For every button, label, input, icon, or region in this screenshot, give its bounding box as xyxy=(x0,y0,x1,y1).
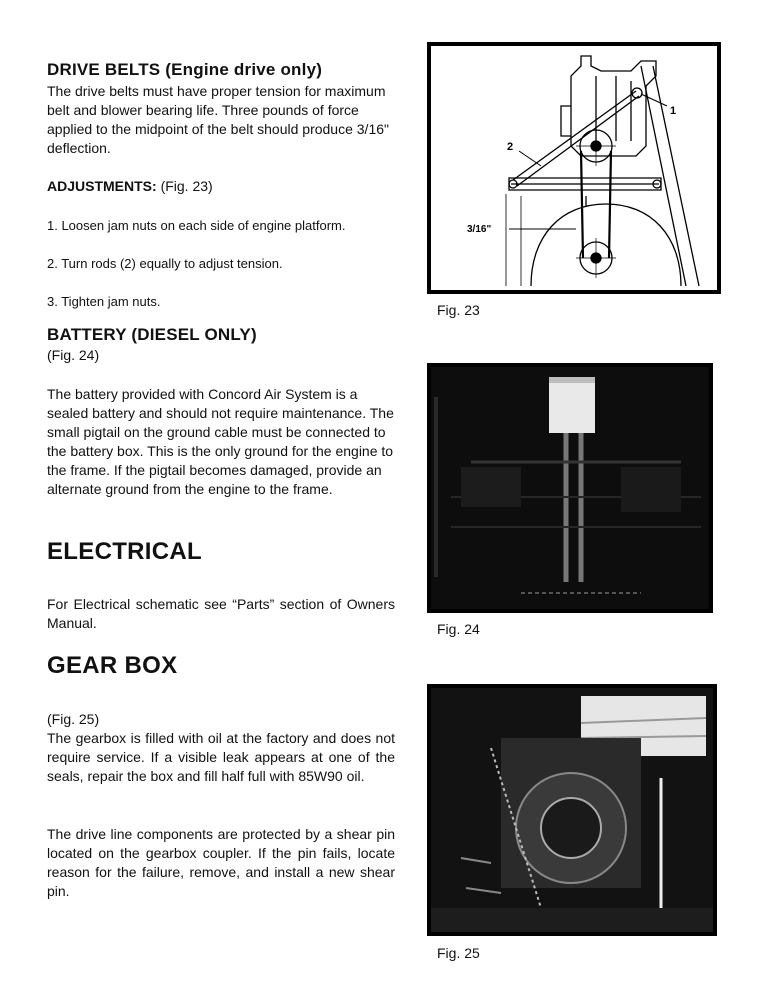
electrical-text: For Electrical schematic see “Parts” section of Owners Manual. xyxy=(47,596,395,631)
adjustment-step: 2. Turn rods (2) equally to adjust tension. xyxy=(47,256,283,271)
fig-23-drawing xyxy=(431,46,717,290)
drive-belts-heading: DRIVE BELTS (Engine drive only) xyxy=(47,60,323,79)
fig-24-photo xyxy=(431,367,709,609)
fig-23-frame xyxy=(427,42,721,294)
gearbox-text-2: The drive line components are protected by a shear pin located on the gearbox coupler. If the pin fails, locate reason for the failure, remove, and install a new shear pin. xyxy=(47,826,395,899)
electrical-heading: ELECTRICAL xyxy=(47,538,202,565)
adjustment-steps xyxy=(47,218,407,332)
adjustment-step: 1. Loosen jam nuts on each side of engine platform. xyxy=(47,218,346,233)
fig-23-deflection-label: 3/16" xyxy=(467,224,492,235)
fig-24-caption: Fig. 24 xyxy=(437,621,480,637)
battery-text: The battery provided with Concord Air System is a sealed battery and should not require maintenance. The small pigtail on the ground cable must be connected to the battery box. This is the only ground for the engine to the frame. If the pigtail becomes damaged, provide an alternate ground from the engine to the frame. xyxy=(47,386,394,497)
adjustments-label: ADJUSTMENTS: xyxy=(47,178,157,194)
gearbox-ref: (Fig. 25) xyxy=(47,711,100,727)
fig-23-callout-2: 2 xyxy=(507,141,514,153)
adjustments-ref: (Fig. 23) xyxy=(160,178,213,194)
adjustments-heading xyxy=(47,178,213,194)
gearbox-heading: GEAR BOX xyxy=(47,652,178,679)
fig-23-callout-1: 1 xyxy=(670,105,677,117)
fig-25-frame xyxy=(427,684,717,936)
fig-23-caption: Fig. 23 xyxy=(437,302,480,318)
battery-heading: BATTERY (DIESEL ONLY) xyxy=(47,325,257,344)
drive-belts-text: The drive belts must have proper tension for maximum belt and blower bearing life. Three pounds of force applied to the midpoint of the belt should produce 3/16" deflection. xyxy=(47,83,389,156)
fig-25-caption: Fig. 25 xyxy=(437,945,480,961)
gearbox-text-1: The gearbox is filled with oil at the factory and does not require service. If a visible leak appears at one of the seals, repair the box and fill half full with 85W90 oil. xyxy=(47,730,395,784)
fig-24-frame xyxy=(427,363,713,613)
battery-ref: (Fig. 24) xyxy=(47,347,100,363)
fig-25-photo xyxy=(431,688,713,932)
adjustment-step: 3. Tighten jam nuts. xyxy=(47,294,161,309)
